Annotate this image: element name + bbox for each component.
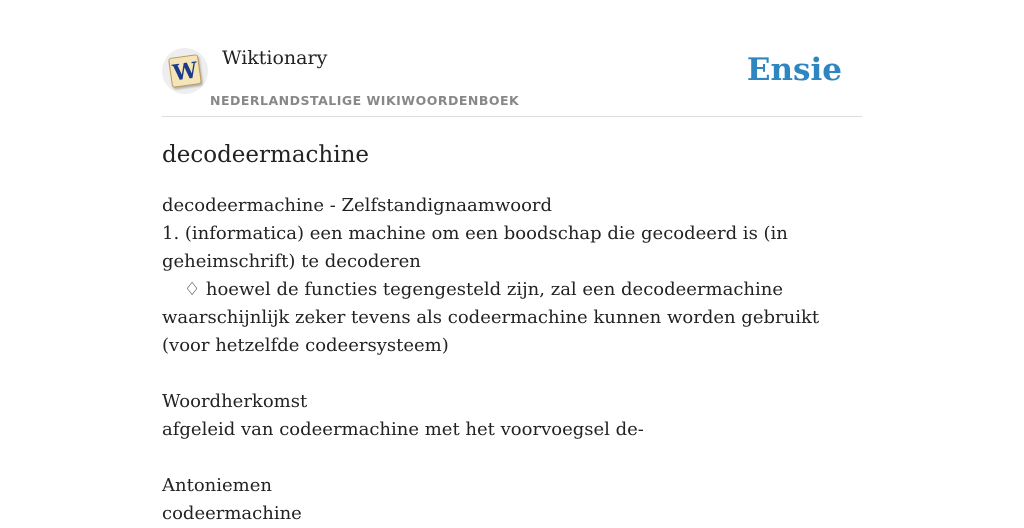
antonyms-text: codeermachine [162, 503, 302, 524]
example-sentence: ♢ hoewel de functies tegengesteld zijn, zal een decodeermachine waarschijnlijk zeker tevens als codeermachine kunnen worden gebruikt (voor hetzelfde codeersysteem) [162, 279, 820, 356]
logo-tile-icon [168, 54, 202, 88]
spacer [162, 444, 862, 472]
ensie-brand-link[interactable]: Ensie [746, 52, 842, 88]
logo-letter: W [171, 57, 200, 87]
etymology-heading: Woordherkomst [162, 391, 308, 412]
article-content [162, 138, 862, 528]
site-title[interactable]: Wiktionary [222, 47, 328, 69]
definition-text: 1. (informatica) een machine om een boodschap die gecodeerd is (in geheimschrift) te decoderen [162, 223, 788, 272]
site-subtitle: NEDERLANDSTALIGE WIKIWOORDENBOEK [210, 93, 520, 108]
etymology-text: afgeleid van codeermachine met het voorvoegsel de- [162, 419, 644, 440]
part-of-speech-line: decodeermachine - Zelfstandignaamwoord [162, 195, 553, 216]
article-body [162, 192, 862, 528]
page-title: decodeermachine [162, 142, 369, 168]
antonyms-heading: Antoniemen [162, 475, 272, 496]
wiktionary-logo[interactable] [162, 48, 208, 94]
site-header [162, 0, 862, 117]
spacer [162, 360, 862, 388]
